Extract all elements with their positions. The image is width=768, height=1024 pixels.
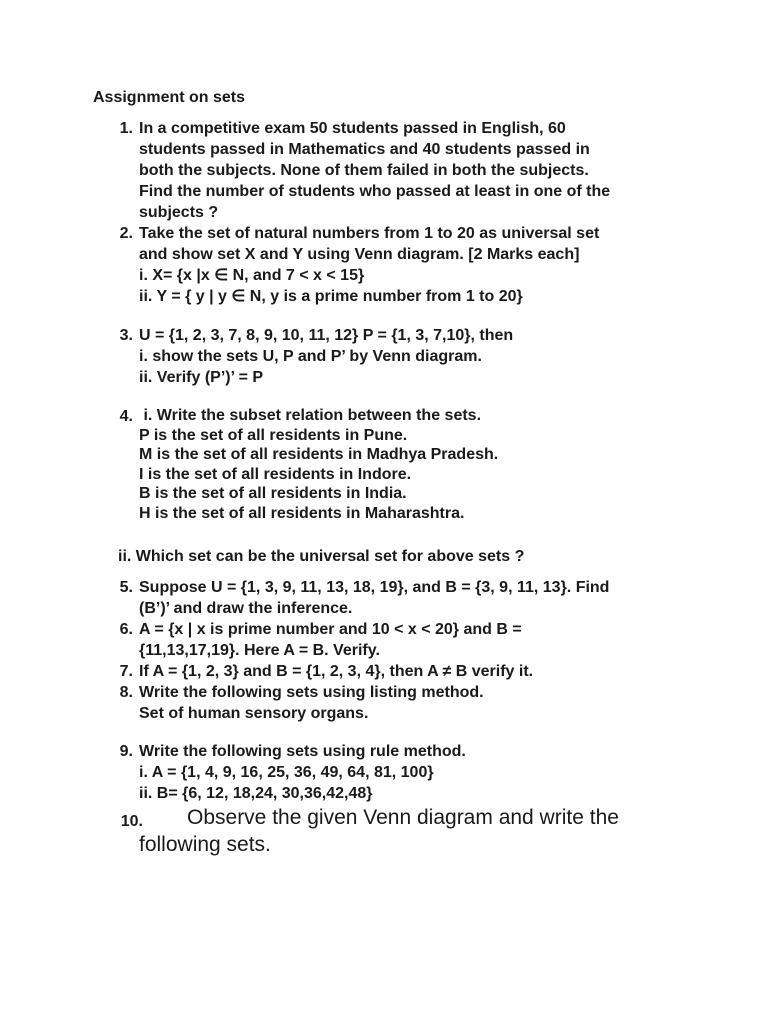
question-5-line: (B’)’ and draw the inference. [139, 600, 353, 617]
question-8-number: 8. [119, 684, 133, 701]
question-3-number: 3. [119, 327, 133, 344]
question-2-line: and show set X and Y using Venn diagram. [2 Marks each] [139, 246, 580, 263]
question-7-line: If A = {1, 2, 3} and B = {1, 2, 3, 4}, then A ≠ B verify it. [139, 663, 534, 680]
question-2-line: Take the set of natural numbers from 1 to 20 as universal set [139, 225, 600, 242]
question-1 [139, 118, 699, 223]
question-6 [139, 619, 699, 661]
question-10-line: Observe the given Venn diagram and write the [187, 806, 619, 829]
question-9-number: 9. [119, 743, 133, 760]
question-8-line: Write the following sets using listing method. [139, 684, 484, 701]
question-4-line: H is the set of all residents in Maharashtra. [139, 504, 465, 522]
question-3-line: U = {1, 2, 3, 7, 8, 9, 10, 11, 12} P = {1, 3, 7,10}, then [139, 327, 514, 344]
question-8 [139, 682, 699, 724]
question-6-line: {11,13,17,19}. Here A = B. Verify. [139, 642, 380, 659]
question-9 [139, 741, 699, 804]
question-4-line: I is the set of all residents in Indore. [139, 465, 412, 483]
document-title: Assignment on sets [93, 89, 246, 106]
question-4-number: 4. [119, 408, 133, 425]
question-10-number: 10. [120, 813, 143, 830]
question-5-number: 5. [119, 579, 133, 596]
question-6-number: 6. [119, 621, 133, 638]
question-2-line: i. X= {x |x ∈ N, and 7 < x < 15} [139, 267, 365, 284]
question-2-line: ii. Y = { y | y ∈ N, y is a prime number from 1 to 20} [139, 288, 523, 305]
question-10 [139, 804, 739, 858]
question-5 [139, 577, 699, 619]
question-7-number: 7. [119, 663, 133, 680]
question-9-line: Write the following sets using rule method. [139, 743, 466, 760]
question-5-line: Suppose U = {1, 3, 9, 11, 13, 18, 19}, and B = {3, 9, 11, 13}. Find [139, 579, 610, 596]
question-2-number: 2. [119, 225, 133, 242]
question-4-line: M is the set of all residents in Madhya Pradesh. [139, 446, 499, 464]
question-7 [139, 661, 699, 682]
question-1-number: 1. [119, 120, 133, 137]
question-9-line: i. A = {1, 4, 9, 16, 25, 36, 49, 64, 81, 100} [139, 764, 434, 781]
question-4-part-ii-text: ii. Which set can be the universal set for above sets ? [118, 548, 525, 565]
question-1-line: students passed in Mathematics and 40 students passed in [139, 141, 590, 158]
question-3-line: ii. Verify (P’)’ = P [139, 369, 264, 386]
question-4-line: i. Write the subset relation between the sets. [139, 407, 482, 424]
question-4-line: P is the set of all residents in Pune. [139, 426, 408, 444]
question-3 [139, 325, 699, 388]
question-4-line: B is the set of all residents in India. [139, 485, 407, 503]
question-10-line: following sets. [139, 833, 271, 856]
question-8-line: Set of human sensory organs. [139, 705, 369, 722]
question-1-line: both the subjects. None of them failed in both the subjects. [139, 162, 589, 179]
question-6-line: A = {x | x is prime number and 10 < x < 20} and B = [139, 621, 522, 638]
question-4-part-ii [118, 546, 678, 567]
question-2 [139, 223, 699, 307]
question-9-line: ii. B= {6, 12, 18,24, 30,36,42,48} [139, 785, 373, 802]
question-1-line: Find the number of students who passed at least in one of the [139, 183, 611, 200]
question-4 [139, 406, 699, 524]
question-1-line: subjects ? [139, 204, 219, 221]
question-1-line: In a competitive exam 50 students passed in English, 60 [139, 120, 566, 137]
question-3-line: i. show the sets U, P and P’ by Venn diagram. [139, 348, 482, 365]
